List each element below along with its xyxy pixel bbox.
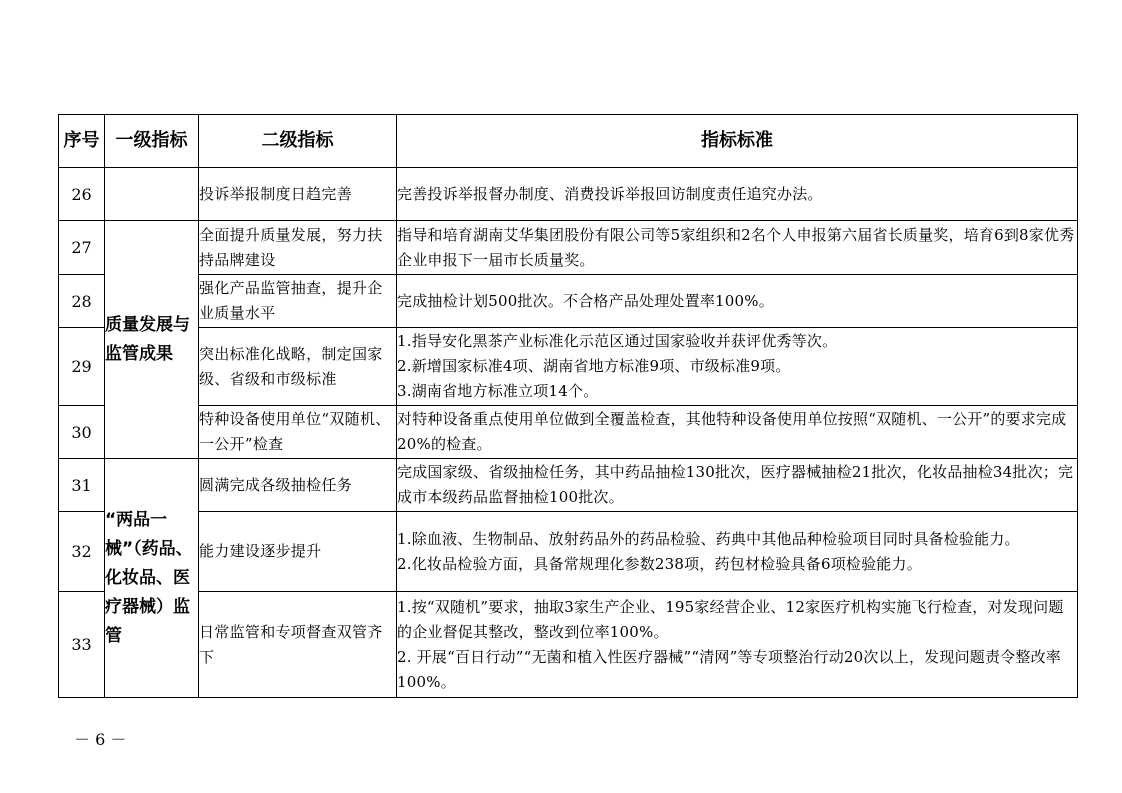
indicator-standard	[397, 328, 1078, 406]
indicator-standard	[397, 168, 1078, 221]
indicator-standard	[397, 406, 1078, 459]
category-drug-cosmetic-device: “两品一械”（药品、化妆品、医疗器械）监管	[105, 459, 199, 698]
table-row	[59, 512, 1078, 592]
standard-line: 2. 开展“百日行动”“无菌和植入性医疗器械”“清网”等专项整治行动20次以上，发现问题责令整改率100%。	[397, 647, 1061, 691]
table-row	[59, 275, 1078, 328]
row-number: 29	[59, 328, 105, 406]
standard-line: 2.化妆品检验方面，具备常规理化参数238项，药包材检验具备6项检验能力。	[397, 554, 922, 573]
row-number: 28	[59, 275, 105, 328]
standard-line: 1.指导安化黑茶产业标准化示范区通过国家验收并获评优秀等次。	[397, 332, 838, 350]
page-number: － 6 －	[74, 730, 127, 749]
header-standard: 指标标准	[397, 115, 1078, 168]
row-number: 33	[59, 592, 105, 698]
table-row	[59, 459, 1078, 512]
secondary-indicator: 突出标准化战略，制定国家级、省级和市级标准	[199, 328, 397, 406]
header-seq: 序号	[59, 115, 105, 168]
row-number: 27	[59, 221, 105, 275]
secondary-indicator: 特种设备使用单位“双随机、一公开”检查	[199, 406, 397, 459]
secondary-indicator: 圆满完成各级抽检任务	[199, 459, 397, 512]
table-row	[59, 406, 1078, 459]
category-quality-development: 质量发展与监管成果	[105, 221, 199, 459]
standard-line: 2.新增国家标准4项、湖南省地方标准9项、市级标准9项。	[397, 357, 791, 375]
indicator-standard	[397, 221, 1078, 275]
indicator-standard	[397, 275, 1078, 328]
standard-line: 完成国家级、省级抽检任务，其中药品抽检130批次，医疗器械抽检21批次，化妆品抽检34批次；完成市本级药品监督抽检100批次。	[397, 463, 1074, 506]
row-number: 26	[59, 168, 105, 221]
indicator-standard	[397, 592, 1078, 698]
standard-line: 完善投诉举报督办制度、消费投诉举报回访制度责任追究办法。	[397, 184, 823, 203]
secondary-indicator: 强化产品监管抽查，提升企业质量水平	[199, 275, 397, 328]
indicator-standard	[397, 459, 1078, 512]
table-row	[59, 592, 1078, 698]
row-number: 32	[59, 512, 105, 592]
table-row	[59, 221, 1078, 275]
indicator-standard	[397, 512, 1078, 592]
header-level1: 一级指标	[105, 115, 199, 168]
table-row	[59, 168, 1078, 221]
secondary-indicator: 能力建设逐步提升	[199, 512, 397, 592]
header-level2: 二级指标	[199, 115, 397, 168]
standard-line: 1.按“双随机”要求，抽取3家生产企业、195家经营企业、12家医疗机构实施飞行检查，对发现问题的企业督促其整改，整改到位率100%。	[397, 597, 1064, 641]
standard-line: 3.湖南省地方标准立项14个。	[397, 382, 599, 400]
row-number: 31	[59, 459, 105, 512]
standard-line: 1.除血液、生物制品、放射药品外的药品检验、药典中其他品种检验项目同时具备检验能力。	[397, 529, 1020, 548]
standard-line: 对特种设备重点使用单位做到全覆盖检查，其他特种设备使用单位按照“双随机、一公开”的要求完成20%的检查。	[397, 410, 1067, 453]
standard-line: 指导和培育湖南艾华集团股份有限公司等5家组织和2名个人申报第六届省长质量奖，培育6到8家优秀企业申报下一届市长质量奖。	[397, 225, 1075, 269]
table-header-row	[59, 115, 1078, 168]
indicator-table	[58, 114, 1078, 698]
secondary-indicator: 全面提升质量发展，努力扶持品牌建设	[199, 221, 397, 275]
secondary-indicator: 日常监管和专项督查双管齐下	[199, 592, 397, 698]
row-number: 30	[59, 406, 105, 459]
table-row	[59, 328, 1078, 406]
category-cell-empty	[105, 168, 199, 221]
secondary-indicator: 投诉举报制度日趋完善	[199, 168, 397, 221]
standard-line: 完成抽检计划500批次。不合格产品处理处置率100%。	[397, 291, 774, 310]
